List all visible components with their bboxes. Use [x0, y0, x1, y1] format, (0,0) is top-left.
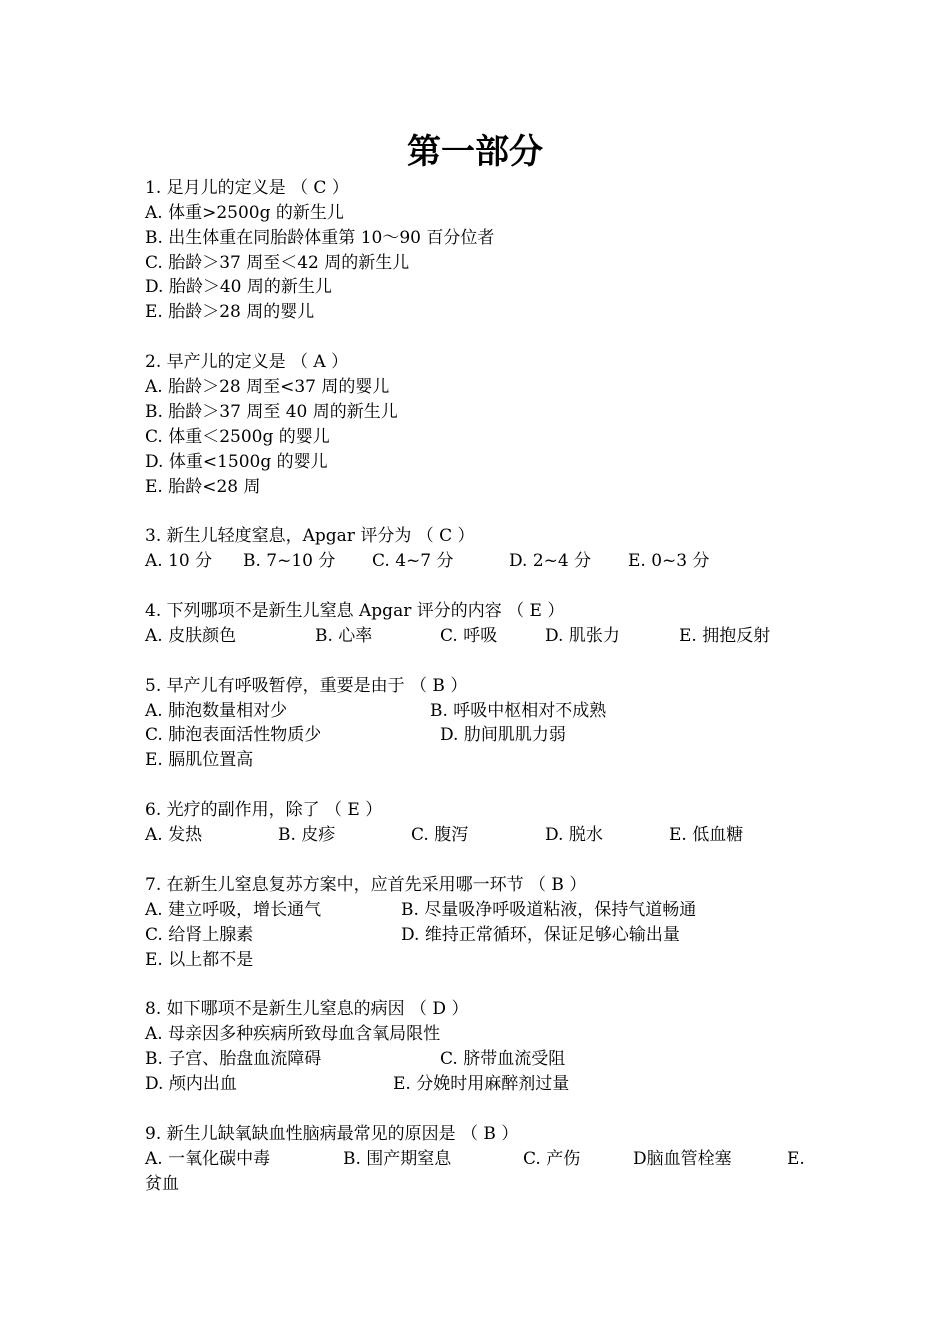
option: D. 胎龄＞40 周的新生儿: [145, 277, 332, 297]
option: A. 胎龄＞28 周至<37 周的婴儿: [145, 377, 390, 397]
option: A. 肺泡数量相对少: [145, 701, 288, 721]
question-stem: 6. 光疗的副作用，除了 （ E ）: [145, 800, 383, 820]
option: A. 发热: [145, 825, 203, 845]
option: B. 胎龄＞37 周至 40 周的新生儿: [145, 402, 398, 422]
option: B. 呼吸中枢相对不成熟: [430, 701, 607, 721]
option: D. 肌张力: [545, 626, 620, 646]
option: C. 胎龄＞37 周至＜42 周的新生儿: [145, 253, 410, 273]
option: D. 维持正常循环，保证足够心输出量: [401, 925, 680, 945]
option: D脑血管栓塞: [633, 1149, 732, 1169]
option: B. 心率: [315, 626, 373, 646]
option: C. 呼吸: [440, 626, 498, 646]
option: C. 脐带血流受阻: [440, 1049, 566, 1069]
question-stem: 2. 早产儿的定义是 （ A ）: [145, 352, 349, 372]
option: E. 胎龄<28 周: [145, 477, 261, 497]
option: D. 体重<1500g 的婴儿: [145, 452, 328, 472]
option: C. 产伤: [523, 1149, 581, 1169]
option: A. 母亲因多种疾病所致母血含氧局限性: [145, 1024, 441, 1044]
option: B. 尽量吸净呼吸道粘液，保持气道畅通: [401, 900, 697, 920]
option: D. 2~4 分: [509, 551, 592, 571]
question-stem: 5. 早产儿有呼吸暂停，重要是由于 （ B ）: [145, 676, 468, 696]
option: A. 体重>2500g 的新生儿: [145, 203, 344, 223]
option: E. 胎龄＞28 周的婴儿: [145, 302, 315, 322]
option: A. 皮肤颜色: [145, 626, 237, 646]
question-stem: 4. 下列哪项不是新生儿窒息 Apgar 评分的内容 （ E ）: [145, 601, 565, 621]
question-stem: 3. 新生儿轻度窒息，Apgar 评分为 （ C ）: [145, 526, 475, 546]
option: A. 建立呼吸，增长通气: [145, 900, 322, 920]
option: B. 皮疹: [278, 825, 336, 845]
option-continuation: 贫血: [145, 1174, 179, 1194]
option: E. 低血糖: [669, 825, 744, 845]
option: E. 分娩时用麻醉剂过量: [393, 1074, 570, 1094]
option: B. 出生体重在同胎龄体重第 10～90 百分位者: [145, 228, 495, 248]
option: E. 以上都不是: [145, 950, 254, 970]
option: E. 拥抱反射: [679, 626, 771, 646]
option: E. 膈肌位置高: [145, 750, 254, 770]
option: A. 10 分: [145, 551, 213, 571]
question-stem: 7. 在新生儿窒息复苏方案中，应首先采用哪一环节 （ B ）: [145, 875, 587, 895]
option: D. 颅内出血: [145, 1074, 237, 1094]
question-stem: 9. 新生儿缺氧缺血性脑病最常见的原因是 （ B ）: [145, 1124, 519, 1144]
option: C. 肺泡表面活性物质少: [145, 725, 322, 745]
question-stem: 1. 足月儿的定义是 （ C ）: [145, 178, 349, 198]
option: A. 一氧化碳中毒: [145, 1149, 271, 1169]
question-stem: 8. 如下哪项不是新生儿窒息的病因 （ D ）: [145, 999, 469, 1019]
option: B. 7~10 分: [243, 551, 336, 571]
option: C. 4~7 分: [372, 551, 454, 571]
option: E.: [787, 1149, 805, 1169]
option: B. 围产期窒息: [343, 1149, 452, 1169]
option: C. 腹泻: [411, 825, 469, 845]
option: C. 体重＜2500g 的婴儿: [145, 427, 330, 447]
option: D. 脱水: [545, 825, 603, 845]
option: B. 子宫、胎盘血流障碍: [145, 1049, 322, 1069]
option: D. 肋间肌肌力弱: [440, 725, 566, 745]
option: C. 给肾上腺素: [145, 925, 254, 945]
page-title: 第一部分: [407, 132, 543, 172]
option: E. 0~3 分: [628, 551, 710, 571]
